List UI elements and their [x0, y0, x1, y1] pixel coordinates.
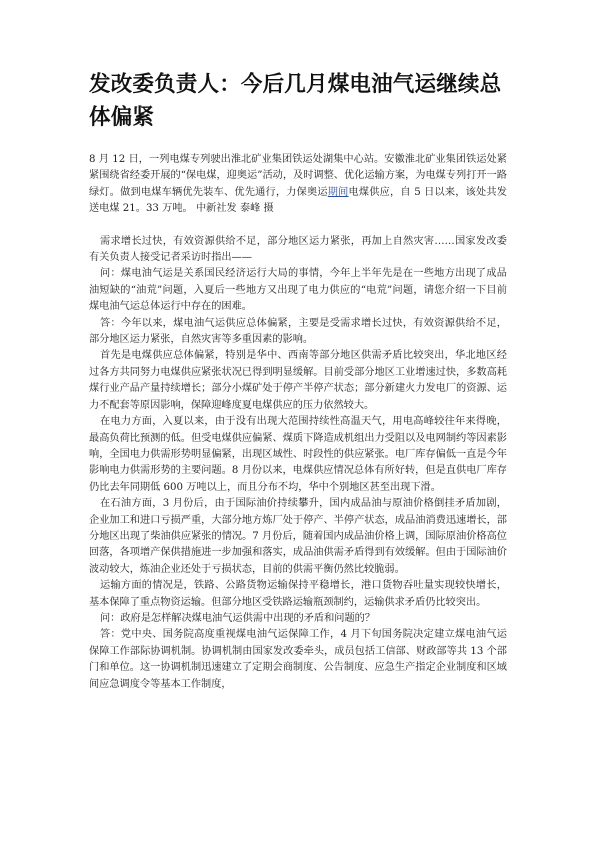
- question-paragraph: 问：煤电油气运是关系国民经济运行大局的事情，今年上半年先是在一些地方出现了成品油短缺的“油荒”问题，入夏后一些地方又出现了电力供应的“电荒”问题，请您介绍一下目前煤电油气运总体运行中存在的困难。: [89, 268, 507, 313]
- answer-paragraph: 答：今年以来，煤电油气运供应总体偏紧，主要是受需求增长过快，有效资源供给不足，部分地区运力紧张，自然灾害等多重因素的影响。: [89, 317, 507, 346]
- article-title: 发改委负责人：今后几月煤电油气运继续总体偏紧: [89, 72, 502, 130]
- oil-paragraph: 在石油方面，3 月份后，由于国际油价持续攀升，国内成品油与原油价格倒挂矛盾加剧，企业加工和进口亏损严重，大部分地方炼厂处于停产、半停产状态，成品油消费迅速增长，部分地区出现了柴油供应紧张的情况。7 月份后，随着国内成品油价格上调，国际原油价格高位回落，各项增产保供措施进一步加强和落实，成品油供需矛盾得到有效缓解。但由于国际油价波动较大，炼油企业还处于亏损状态，目前的供需平衡仍然比较脆弱。: [89, 498, 507, 575]
- coal-paragraph: 首先是电煤供应总体偏紧，特别是华中、西南等部分地区供需矛盾比较突出，华北地区经过各方共同努力电煤供应紧张状况已得到明显缓解。目前受部分地区工业增速过快，多数高耗煤行业产品产量持续增长；部分小煤矿处于停产半停产状态；部分新建火力发电厂的资源、运力不配套等原因影响，保障迎峰度夏电煤供应的压力依然较大。: [89, 350, 507, 411]
- transport-paragraph: 运输方面的情况是，铁路、公路货物运输保持平稳增长，港口货物吞吐量实现较快增长，基本保障了重点物资运输。但部分地区受铁路运输瓶颈制约，运输供求矛盾仍比较突出。: [89, 580, 507, 608]
- caption-text-before: 8 月 12 日，一列电煤专列驶出淮北矿业集团铁运处湖集中心站。安徽淮北矿业集团铁运处紧紧围绕省经委开展的“保电煤，迎奥运”活动，及时调整、优化运输方案，为电煤专列打开一路绿灯。做到电煤车辆优先装车、优先通行，力保奥运: [89, 154, 507, 198]
- answer-paragraph-2: 答：党中央、国务院高度重视煤电油气运保障工作，4 月下旬国务院决定建立煤电油气运保障工作部际协调机制。协调机制由国家发改委牵头，成员包括工信部、财政部等共 13 个部门和单位。这一协调机制迅速建立了定期会商制度、公告制度、应急生产指定企业制度和区域间应急调度令等基本工作制度，: [89, 629, 507, 690]
- power-paragraph: 在电力方面，入夏以来，由于没有出现大范围持续性高温天气，用电高峰较往年来得晚，最高负荷比预测的低。但受电煤供应偏紧、煤质下降造成机组出力受阻以及电网制约等因素影响，全国电力供需形势明显偏紧，出现区域性、时段性的供应紧张。电厂库存偏低一直是今年影响电力供需形势的主要问题。8 月份以来，电煤供应情况总体有所好转，但是直供电厂库存仍比去年同期低 600 万吨以上，而且分布不均，华中个别地区甚至出现下滑。: [89, 416, 507, 493]
- caption-text-after: 电煤供应，自 5 日以来，该处共发送电煤 21。33 万吨。 中新社发 泰峰 摄: [89, 186, 507, 215]
- question-paragraph-2: 问：政府是怎样解决煤电油气运供需中出现的矛盾和问题的？: [100, 612, 376, 624]
- photo-caption: [89, 152, 507, 218]
- caption-link[interactable]: 期间: [327, 186, 349, 198]
- intro-paragraph: 需求增长过快，有效资源供给不足，部分地区运力紧张，再加上自然灾害……国家发改委有关负责人接受记者采访时指出——: [89, 235, 507, 264]
